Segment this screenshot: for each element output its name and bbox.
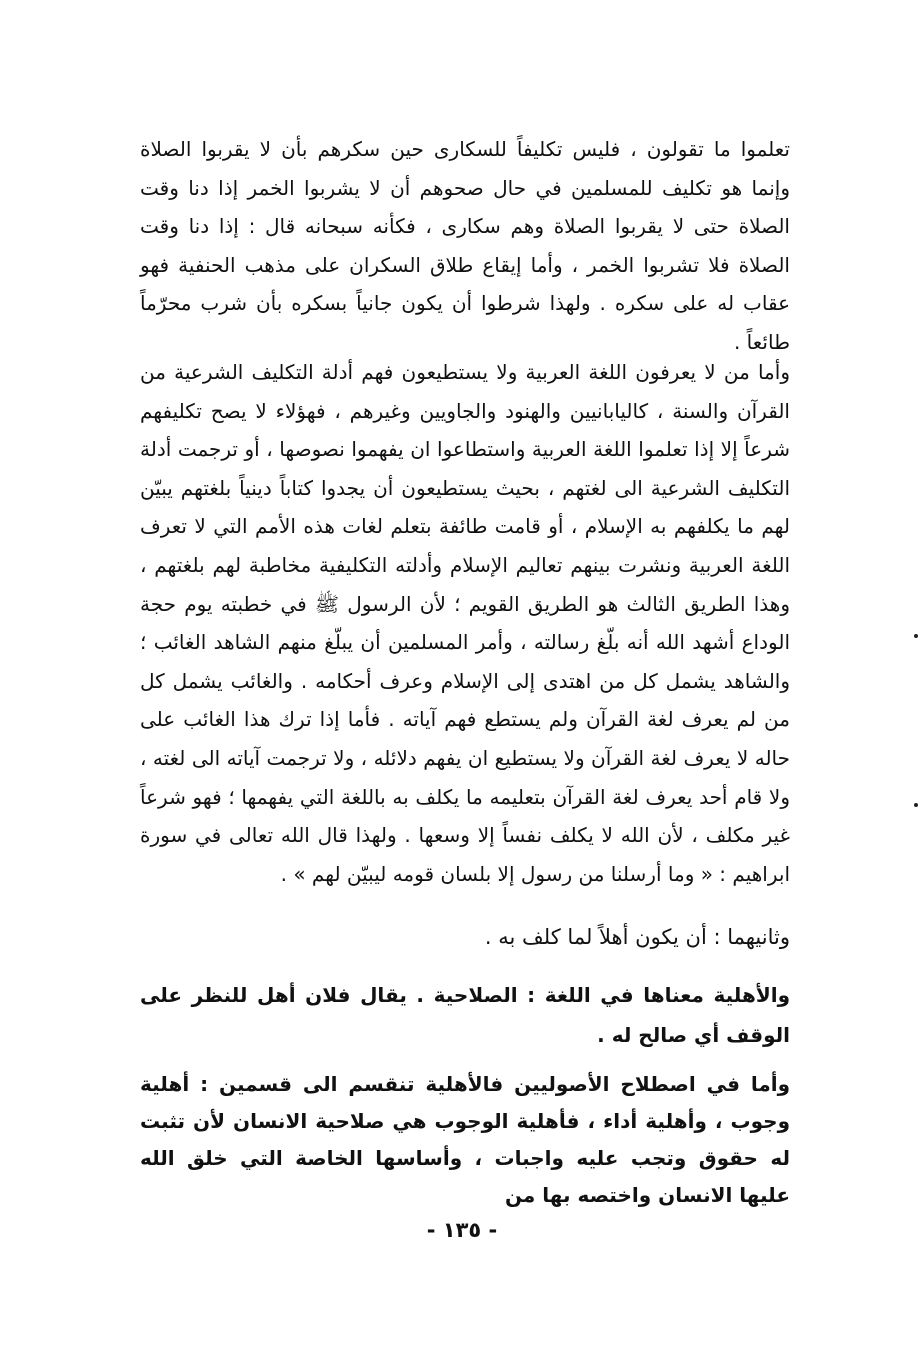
- paragraph-eligibility-linguistic: والأهلية معناها في اللغة : الصلاحية . يقال فلان أهل للنظر على الوقف أي صالح له .: [140, 983, 790, 1047]
- paragraph-eligibility-technical: وأما في اصطلاح الأصوليين فالأهلية تنقسم الى قسمين : أهلية وجوب ، وأهلية أداء ، فأهلية الوجوب هي صلاحية الانسان لأن تثبت له حقوق وتجب عليه واجبات ، وأساسها الخاصة التي خلق الله عليها الانسان واختصه بها من: [140, 1072, 790, 1207]
- margin-mark: [914, 634, 918, 638]
- paragraph-non-arabic-speakers: وأما من لا يعرفون اللغة العربية ولا يستطيعون فهم أدلة التكليف الشرعية من القرآن والسنة ، كاليابانيين والهنود والجاويين وغيرهم ، فهؤلاء لا يصح تكليفهم شرعاً إلا إذا تعلموا اللغة العربية واستطاعوا ان يفهموا نصوصها ، أو ترجمت أدلة التكليف الشرعية الى لغتهم ، بحيث يستطيعون أن يجدوا كتاباً دينياً بلغتهم يبيّن لهم ما يكلفهم به الإسلام ، أو قامت طائفة بتعلم لغات هذه الأمم التي لا تعرف اللغة العربية ونشرت بينهم تعاليم الإسلام وأدلته التكليفية مخاطبة لهم بلغتهم ، وهذا الطريق الثالث هو الطريق القويم ؛ لأن الرسول ﷺ في خطبته يوم حجة الوداع أشهد الله أنه بلّغ رسالته ، وأمر المسلمين أن يبلّغ منهم الشاهد الغائب ؛ والشاهد يشمل كل من اهتدى إلى الإسلام وعرف أحكامه . والغائب يشمل كل من لم يعرف لغة القرآن ولم يستطع فهم آياته . فأما إذا ترك هذا الغائب على حاله لا يعرف لغة القرآن ولا يستطيع ان يفهم دلائله ، ولا ترجمت آياته الى لغته ، ولا قام أحد يعرف لغة القرآن بتعليمه ما يكلف به باللغة التي يفهمها ؛ فهو شرعاً غير مكلف ، لأن الله لا يكلف نفساً إلا وسعها . ولهذا قال الله تعالى في سورة ابراهيم : « وما أرسلنا من رسول إلا بلسان قومه ليبيّن لهم » .: [140, 360, 790, 886]
- margin-mark: [914, 803, 918, 807]
- paragraph-drunkard-ruling: تعلموا ما تقولون ، فليس تكليفاً للسكارى حين سكرهم بأن لا يقربوا الصلاة وإنما هو تكليف للمسلمين في حال صحوهم أن لا يشربوا الخمر إذا دنا وقت الصلاة حتى لا يقربوا الصلاة وهم سكارى ، فكأنه سبحانه قال : إذا دنا وقت الصلاة فلا تشربوا الخمر ، وأما إيقاع طلاق السكران على مذهب الحنفية فهو عقاب له على سكره . ولهذا شرطوا أن يكون جانياً بسكره بأن شرب محرّماً طائعاً .: [140, 137, 790, 354]
- paragraph-second-condition: وثانيهما : أن يكون أهلاً لما كلف به .: [484, 925, 790, 949]
- page-number: - ١٣٥ -: [426, 1218, 498, 1242]
